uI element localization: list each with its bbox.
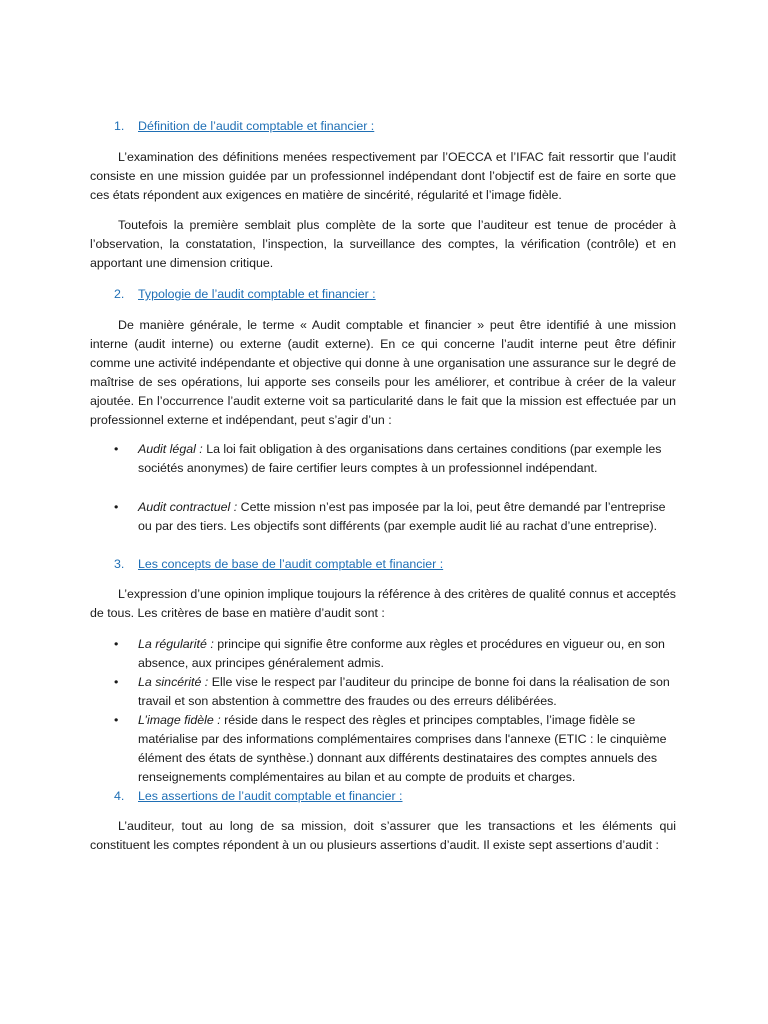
bullet-text: Cette mission n’est pas imposée par la loi, peut être demandé par l’entreprise ou par des tiers. Les objectifs sont différents (par exemple audit lié au rachat d’une entreprise). bbox=[138, 500, 666, 533]
bullet-icon: • bbox=[114, 637, 119, 651]
bullet-audit-contractuel bbox=[114, 498, 678, 536]
bullet-regularite bbox=[114, 635, 678, 673]
bullet-text: principe qui signifie être conforme aux règles et procédures en vigueur ou, en son absence, aux principes généralement admis. bbox=[138, 637, 665, 670]
bullet-text: Elle vise le respect par l’auditeur du principe de bonne foi dans la réalisation de son travail et son abstention à commettre des fraudes ou des erreurs délibérées. bbox=[138, 675, 670, 708]
bullet-image-fidele bbox=[114, 711, 678, 787]
section-heading-2 bbox=[114, 285, 376, 303]
bullet-text: La loi fait obligation à des organisations dans certaines conditions (par exemple les sociétés anonymes) de faire certifier leurs comptes à un professionnel indépendant. bbox=[138, 442, 662, 475]
bullet-icon: • bbox=[114, 713, 119, 727]
paragraph-assertions: L’auditeur, tout au long de sa mission, doit s’assurer que les transactions et les éléments qui constituent les comptes répondent à un ou plusieurs assertions d’audit. Il existe sept assertions d’audit : bbox=[90, 819, 676, 852]
section-number: 1. bbox=[114, 119, 125, 133]
bullet-icon: • bbox=[114, 675, 119, 689]
bullet-icon: • bbox=[114, 500, 119, 514]
bullet-icon: • bbox=[114, 442, 119, 456]
section-number: 4. bbox=[114, 789, 125, 803]
bullet-term: Audit légal : bbox=[138, 442, 203, 456]
bullet-text: réside dans le respect des règles et principes comptables, l’image fidèle se matérialise par des informations complémentaires comprises dans l'annexe (ETIC : le cinquième élément des états de synthèse.) donnant aux différents destinataires des comptes annuels des renseignements complémentaires au bilan et au compte de produits et charges. bbox=[138, 713, 667, 784]
paragraph-observation: Toutefois la première semblait plus complète de la sorte que l’auditeur est tenue de procéder à l’observation, la constatation, l’inspection, la surveillance des comptes, la vérification (contrôle) et en apportant une dimension critique. bbox=[90, 218, 676, 270]
paragraph-opinion: L’expression d’une opinion implique toujours la référence à des critères de qualité connus et acceptés de tous. Les critères de base en matière d’audit sont : bbox=[90, 587, 676, 620]
bullet-term: Audit contractuel : bbox=[138, 500, 238, 514]
bullet-term: La régularité : bbox=[138, 637, 214, 651]
bullet-term: La sincérité : bbox=[138, 675, 209, 689]
bullet-sincerite bbox=[114, 673, 678, 711]
section-heading-3 bbox=[114, 555, 443, 573]
section-title: Les concepts de base de l’audit comptable et financier : bbox=[138, 557, 444, 571]
section-title: Typologie de l’audit comptable et financier : bbox=[138, 287, 376, 301]
section-title: Définition de l’audit comptable et financier : bbox=[138, 119, 375, 133]
paragraph-definitions: L’examination des définitions menées respectivement par l’OECCA et l’IFAC fait ressortir que l’audit consiste en une mission guidée par un professionnel indépendant dont l’objectif est de faire en sorte que ces états répondent aux exigences en matière de sincérité, régularité et l’image fidèle. bbox=[90, 150, 676, 202]
bullet-audit-legal bbox=[114, 440, 678, 478]
section-heading-4 bbox=[114, 787, 402, 805]
section-title: Les assertions de l’audit comptable et financier : bbox=[138, 789, 403, 803]
section-heading-1 bbox=[114, 117, 374, 135]
bullet-term: L’image fidèle : bbox=[138, 713, 221, 727]
section-number: 2. bbox=[114, 287, 125, 301]
section-number: 3. bbox=[114, 557, 125, 571]
paragraph-typology: De manière générale, le terme « Audit comptable et financier » peut être identifié à une mission interne (audit interne) ou externe (audit externe). En ce qui concerne l’audit interne peut être définir comme une activité indépendante et objective qui donne à une organisation une assurance sur le degré de maîtrise de ses opérations, lui apporte ses conseils pour les améliorer, et contribue à créer de la valeur ajoutée. En l’occurrence l’audit externe voit sa particularité dans le fait que la mission est effectuée par un professionnel externe et indépendant, peut s’agir d’un : bbox=[90, 318, 676, 427]
